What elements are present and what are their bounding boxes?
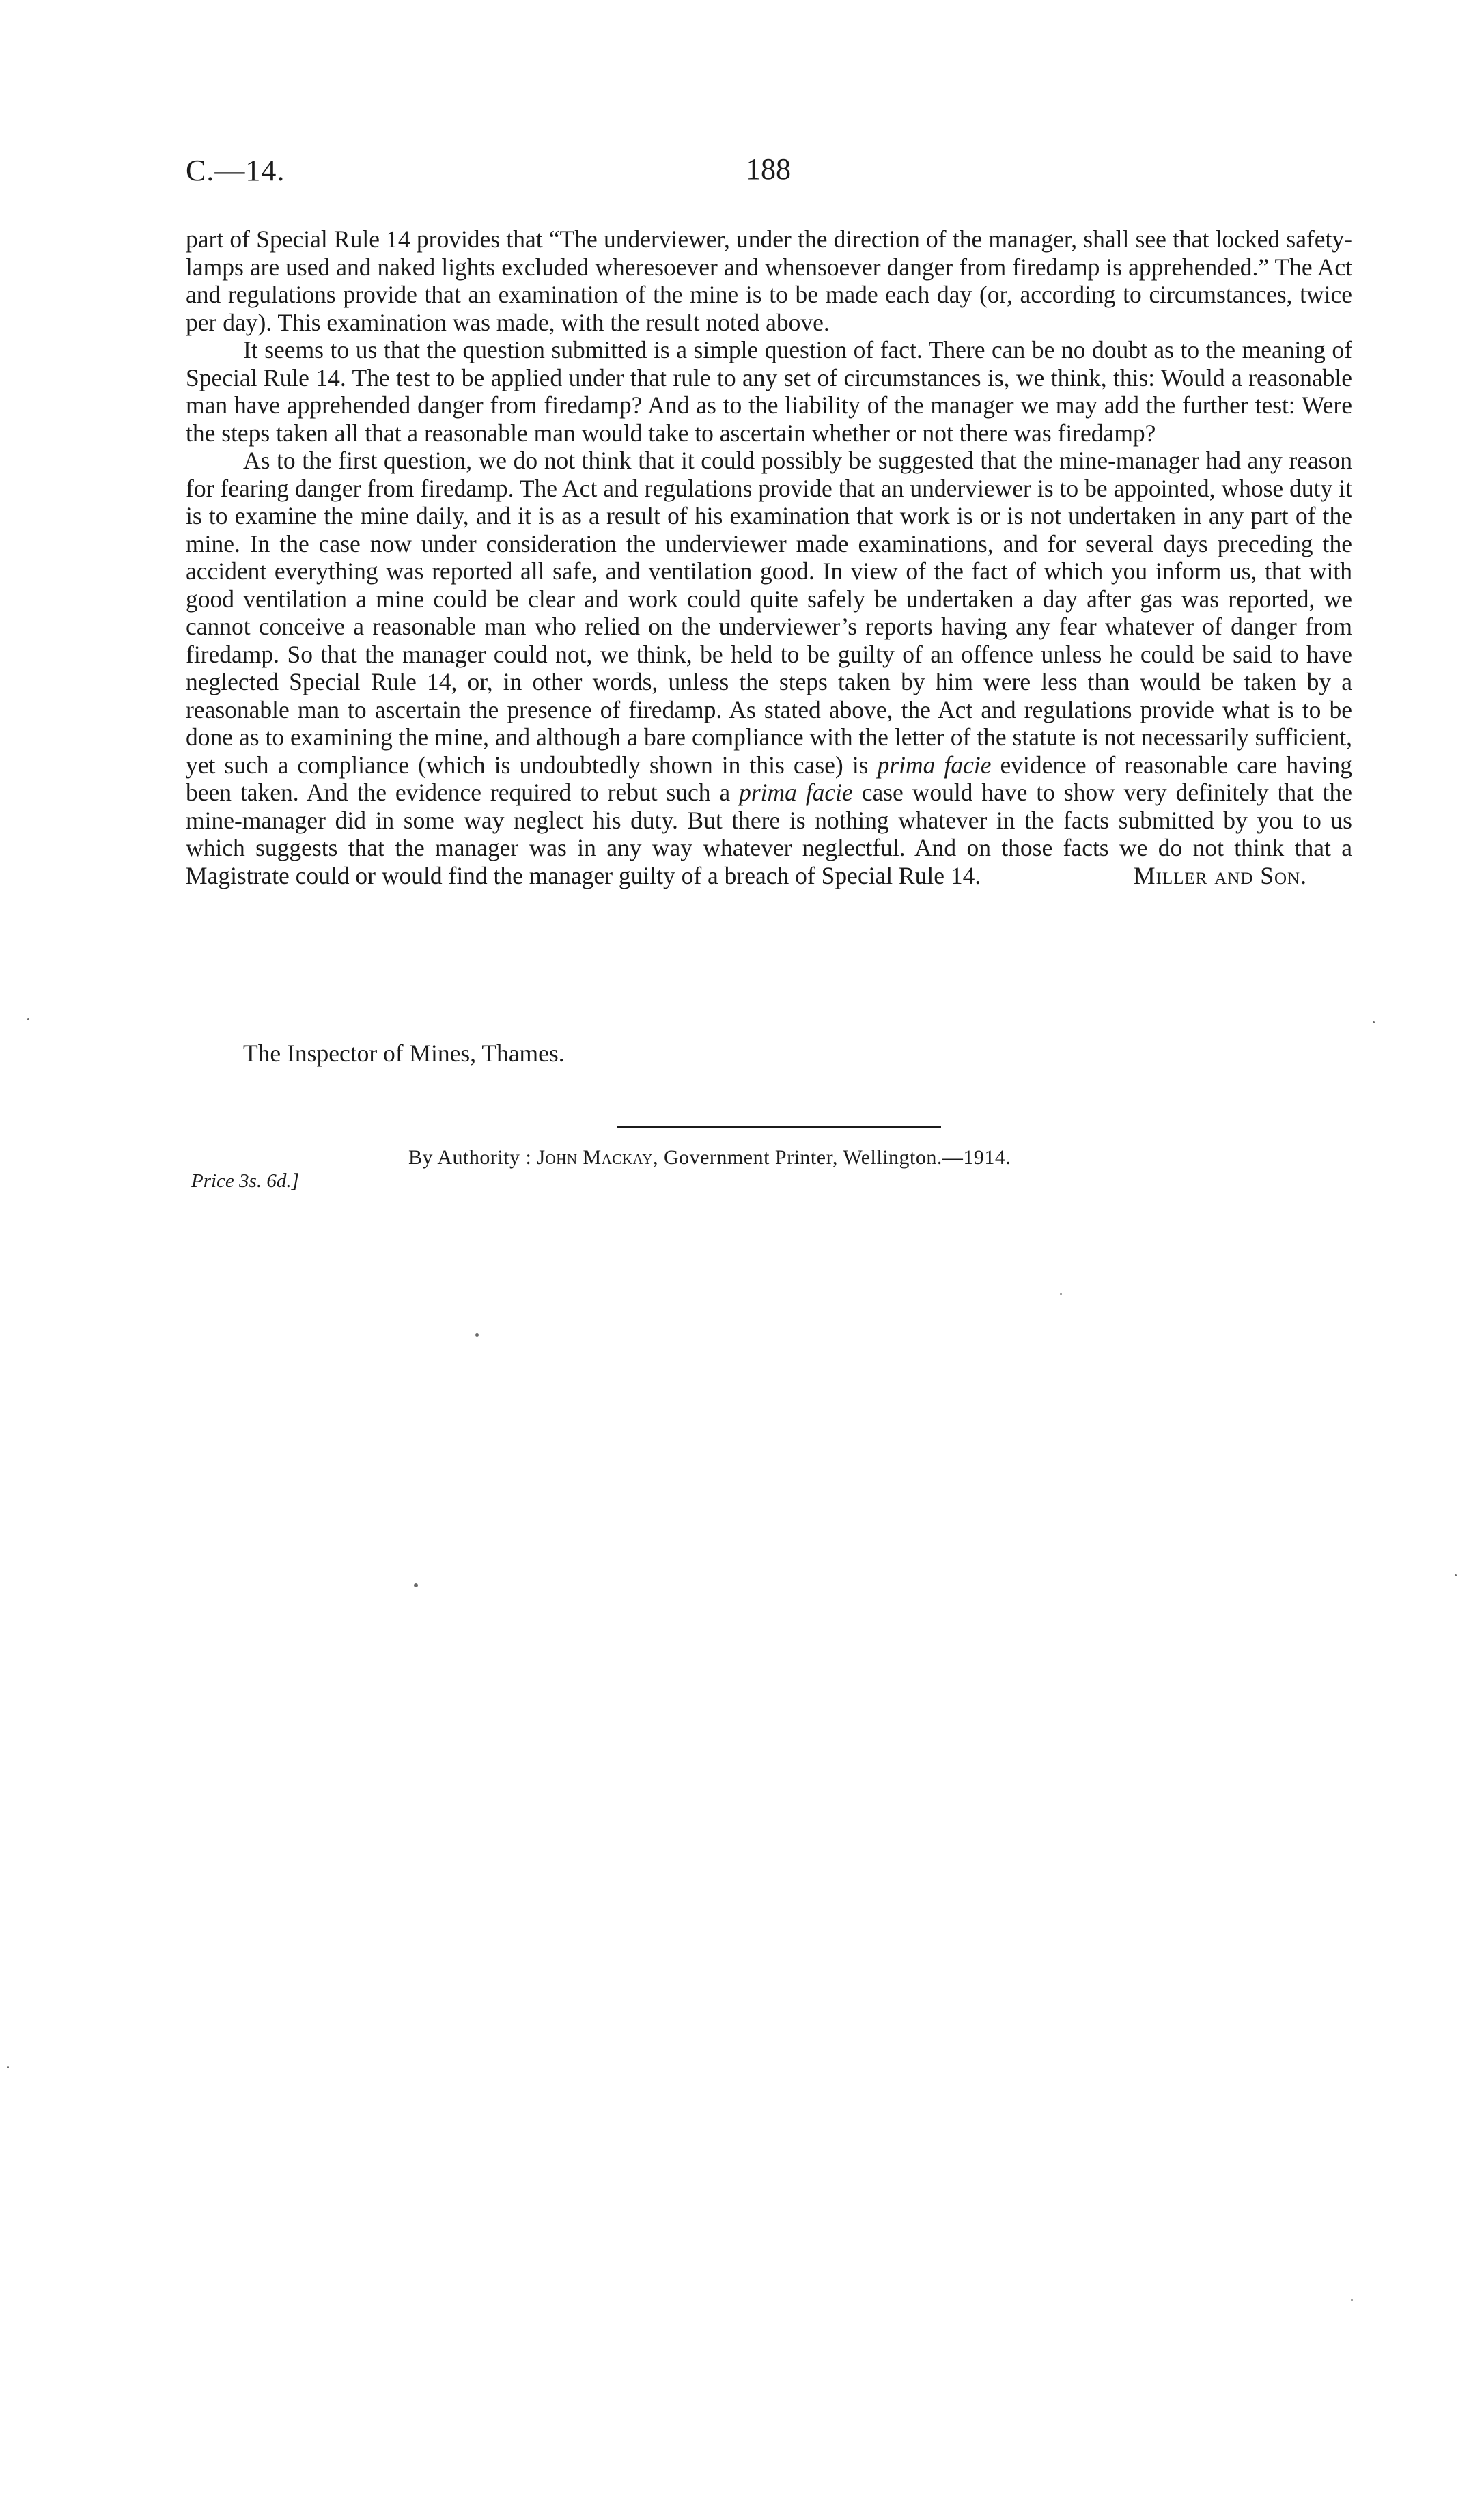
scan-speck — [475, 1333, 479, 1337]
paragraph-1: part of Special Rule 14 provides that “The underviewer, under the direction of the manager, shall see that locked safety-lamps are used and naked lights excluded wheresoever and whensoever danger from firedamp is apprehended.” The Act and regulations provide that an examination of the mine is to be made each day (or, according to circumstances, twice per day). This examination was made, with the result noted above. — [186, 225, 1352, 336]
scan-speck — [1351, 2299, 1353, 2301]
paragraph-3-part-c: case would have to show very definitely that the mine-manager did in some way neglect his duty. But there is nothing whatever in the facts submitted by you to us which suggests that the manager was in any way whatever neglectful. And on those facts we do not think that a Magistrate could or would find the manager guilty of a breach of Special Rule 14. — [186, 779, 1353, 889]
scan-speck — [7, 2066, 9, 2068]
scan-speck — [27, 1018, 29, 1020]
scan-speck — [414, 1583, 418, 1587]
paragraph-3 — [186, 447, 1352, 889]
imprint-prefix: By Authority : — [408, 1146, 532, 1169]
paragraph-3-part-a: As to the first question, we do not think that it could possibly be suggested that the mine-manager had any reason for fearing danger from firedamp. The Act and regulations provide that an underviewer is to be appointed, whose duty it is to examine the mine daily, and it is as a result of his examination that work is or is not undertaken in any part of the mine. In the case now under consideration the underviewer made examinations, and for several days preceding the accident everything was reported all safe, and ventilation good. In view of the fact of which you inform us, that with good ventilation a mine could be clear and work could quite safely be undertaken a day after gas was reported, we cannot conceive a reasonable man who relied on the underviewer’s reports having any fear whatever of danger from firedamp. So that the manager could not, we think, be held to be guilty of an offence unless he could be said to have neglected Special Rule 14, or, in other words, unless the steps taken by him were less than would be taken by a reasonable man to ascertain the presence of firedamp. As stated above, the Act and regulations provide what is to be done as to examining the mine, and although a bare compliance with the letter of the statute is not necessarily sufficient, yet such a compliance (which is undoubtedly shown in this case) is — [186, 447, 1352, 779]
scan-speck — [1373, 1021, 1375, 1023]
paragraph-3-part-b: evidence of reasonable care having been taken. And the evidence required to rebut such a — [186, 751, 1353, 806]
price: Price 3s. 6d.] — [191, 1170, 299, 1192]
scan-speck — [1060, 1293, 1062, 1295]
paragraph-2: It seems to us that the question submitted is a simple question of fact. There can be no doubt as to the meaning of Special Rule 14. The test to be applied under that rule to any set of circumstances is, we think, this: Would a reasonable man have apprehended danger from firedamp? And as to the liability of the manager we may add the further test: Were the steps taken all that a reasonable man would take to ascertain whether or not there was firedamp? — [186, 336, 1352, 447]
prima-facie-2: prima facie — [739, 779, 853, 806]
page-number: 188 — [746, 152, 791, 186]
addressee: The Inspector of Mines, Thames. — [243, 1040, 565, 1067]
printer-name: John Mackay, — [537, 1146, 658, 1169]
footer-rule — [617, 1126, 941, 1128]
prima-facie-1: prima facie — [877, 751, 992, 779]
body-text — [186, 225, 1352, 889]
imprint — [408, 1146, 1011, 1169]
signature: Miller and Son. — [1133, 861, 1307, 889]
scan-speck — [1455, 1574, 1457, 1576]
page-header-ref: C.—14. — [186, 154, 285, 187]
imprint-suffix: Government Printer, Wellington.—1914. — [663, 1146, 1011, 1169]
